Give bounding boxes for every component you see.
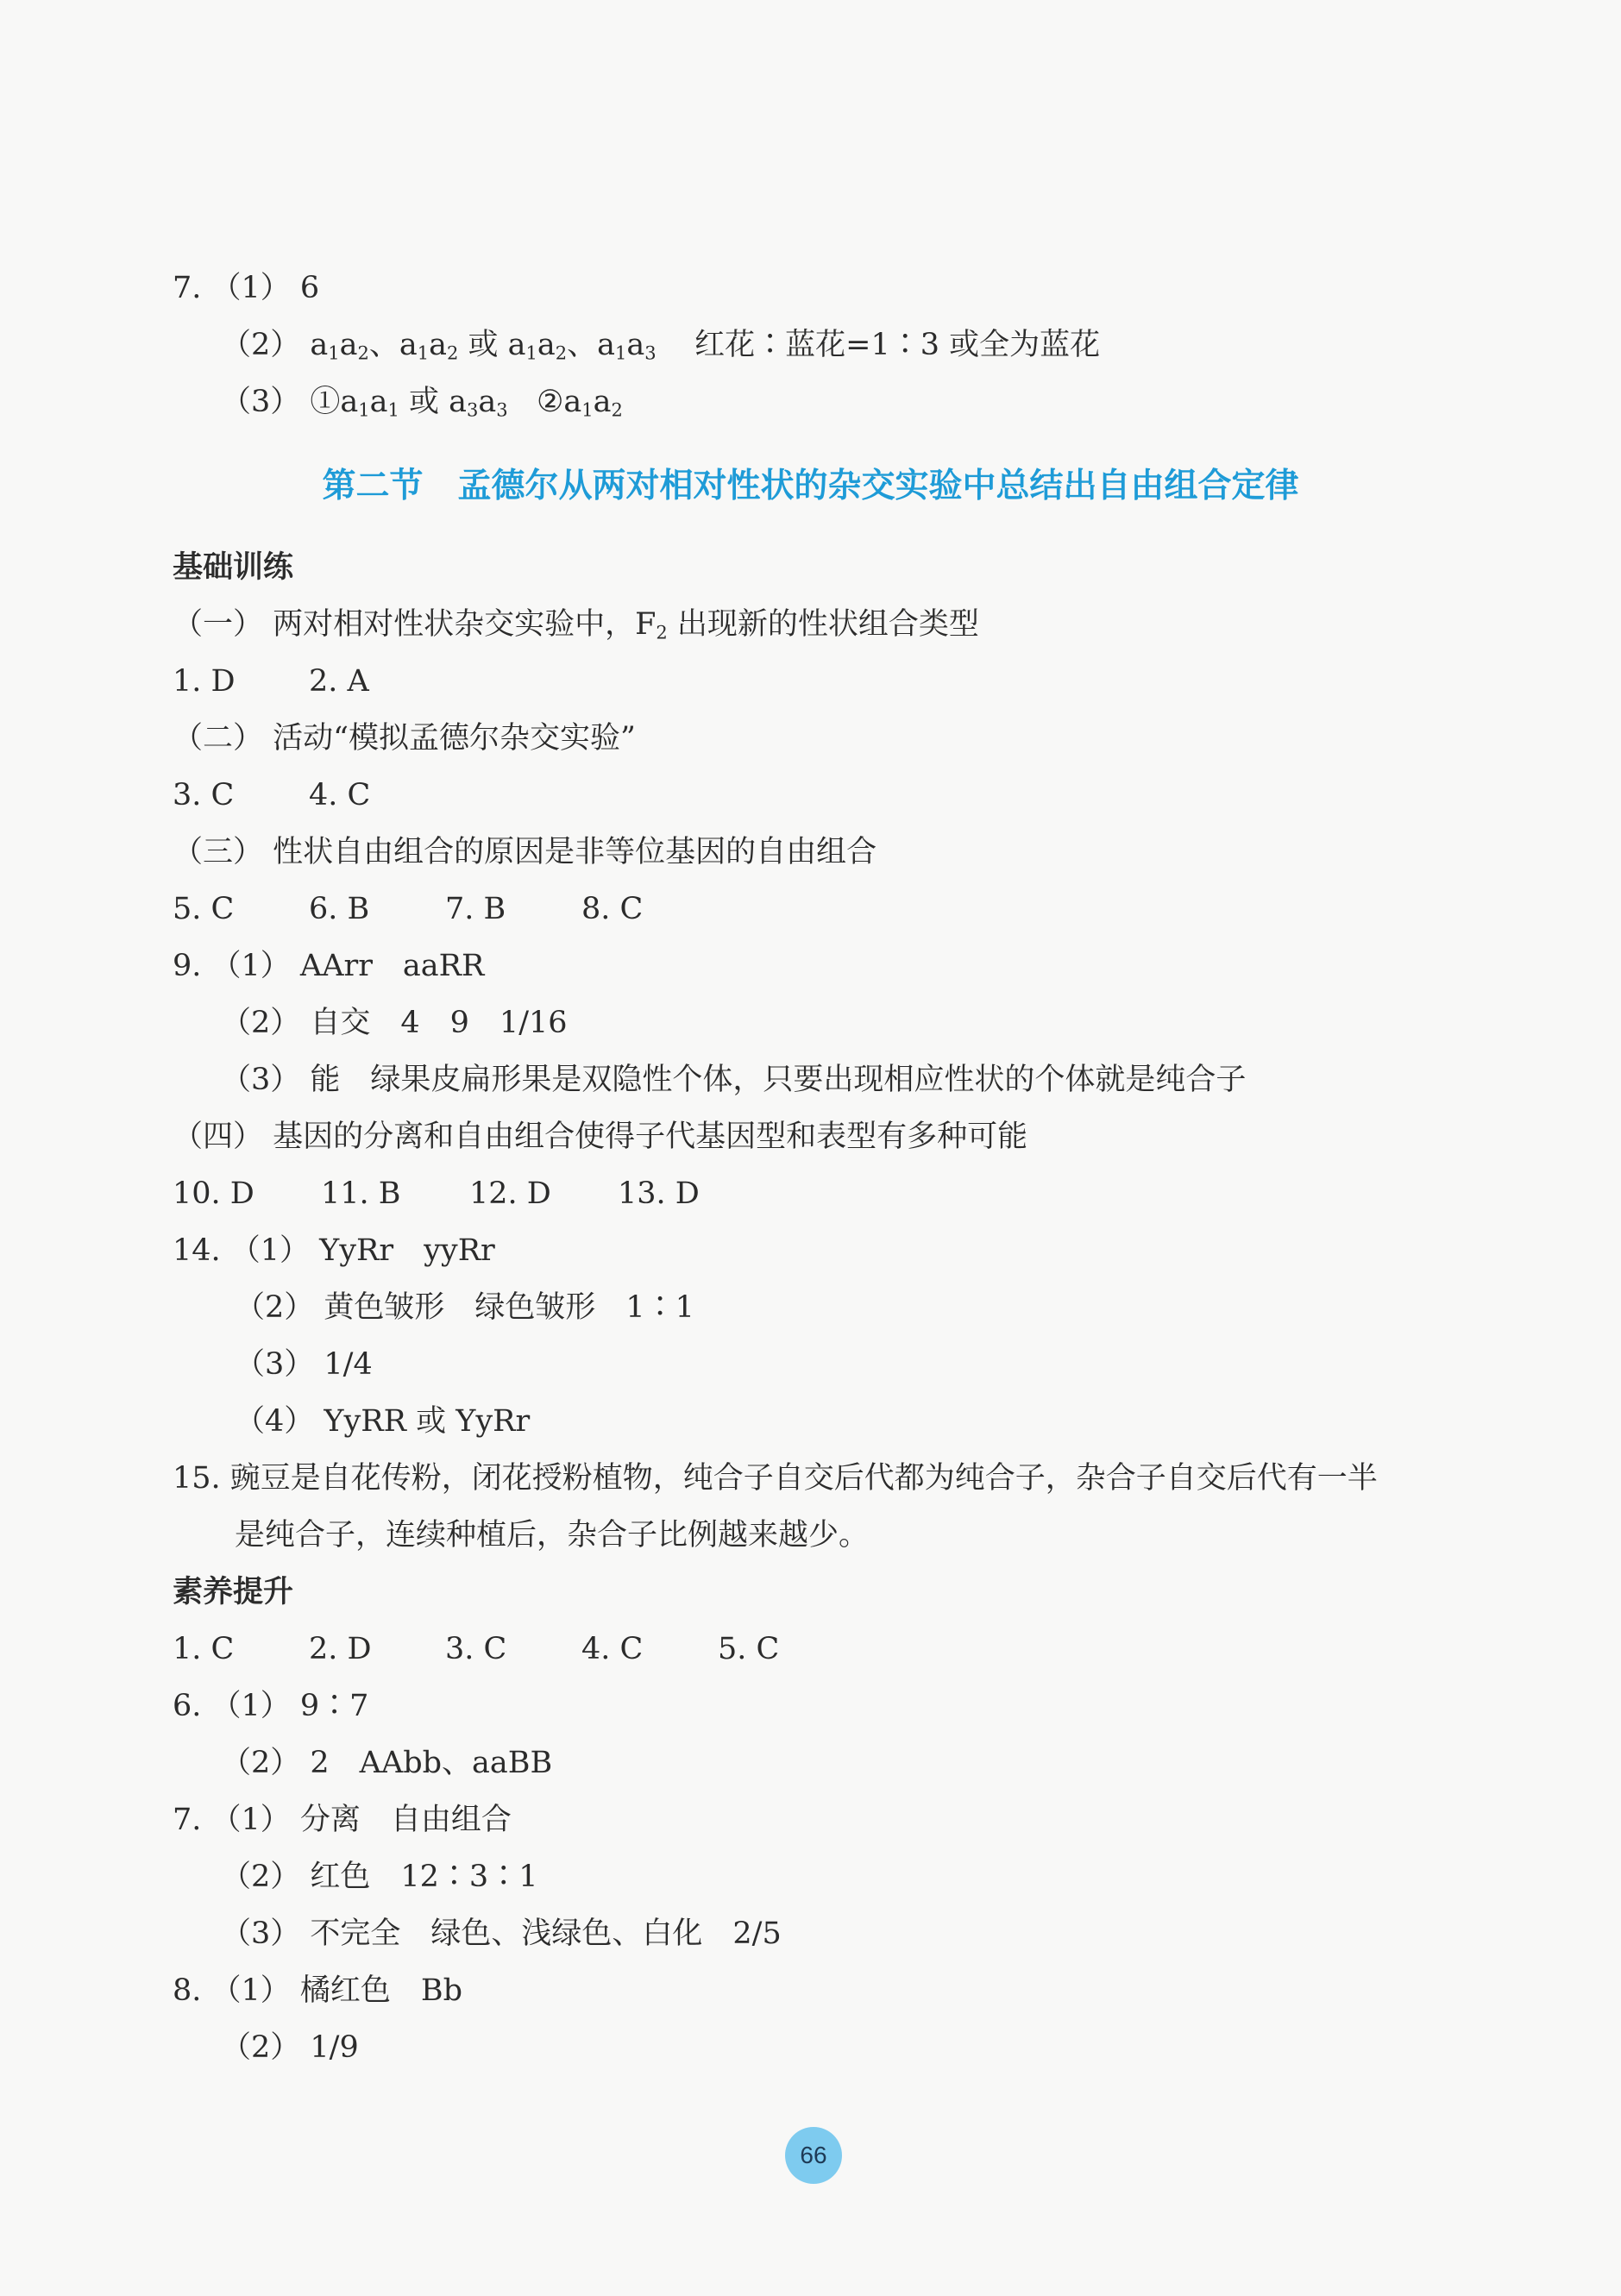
adv-q6-part2: （2） 2 AAbb、aaBB [221,1746,553,1780]
adv-q7-part2: （2） 红色 12∶3∶1 [221,1860,538,1894]
answer-item: 10. D [173,1176,254,1211]
page-number-badge: 66 [785,2127,842,2184]
part2-answers [173,776,370,814]
part1-answers [173,662,369,700]
answer-item: 3. C [173,778,235,812]
q15-line1: 15. 豌豆是自花传粉，闭花授粉植物，纯合子自交后代都为纯合子，杂合子自交后代有一半 [173,1461,1378,1496]
q9-part3: （3） 能 绿果皮扁形果是双隐性个体，只要出现相应性状的个体就是纯合子 [221,1063,1247,1097]
q7-part1: 7. （1） 6 [173,271,320,305]
adv-q7-part3: （3） 不完全 绿色、浅绿色、白化 2/5 [221,1916,782,1951]
answer-item: 5. C [173,892,235,926]
q9-part2: （2） 自交 4 9 1/16 [221,1006,568,1040]
q14-part3: （3） 1/4 [235,1347,373,1382]
answer-item: 1. C [173,1632,235,1666]
adv-q8-part2: （2） 1/9 [221,2030,359,2065]
q14-part1: 14. （1） YyRr yyRr [173,1233,495,1268]
part3-heading: （三） 性状自由组合的原因是非等位基因的自由组合 [173,835,877,869]
answer-item: 13. D [618,1176,700,1211]
basic-training-heading: 基础训练 [173,550,294,585]
part4-answers [173,1175,700,1213]
advanced-answers [173,1630,779,1668]
section-number: 第二节 [322,467,424,505]
adv-q6-part1: 6. （1） 9∶7 [173,1689,369,1723]
q14-part4: （4） YyRR 或 YyRr [235,1404,531,1439]
answer-item: 2. A [309,664,369,699]
answer-item: 4. C [581,1632,644,1666]
answer-item: 3. C [445,1632,507,1666]
answer-item: 1. D [173,664,236,699]
part2-heading: （二） 活动“模拟孟德尔杂交实验” [173,721,636,756]
adv-q8-part1: 8. （1） 橘红色 Bb [173,1973,463,2008]
adv-q7-part1: 7. （1） 分离 自由组合 [173,1803,512,1837]
part3-answers [173,890,643,928]
answer-item: 6. B [309,892,370,926]
q9-part1: 9. （1） AArr aaRR [173,949,485,983]
q15-line2: 是纯合子，连续种植后，杂合子比例越来越少。 [235,1518,870,1553]
answer-item: 5. C [718,1632,780,1666]
part1-heading: （一） 两对相对性状杂交实验中，$F_2$ 出现新的性状组合类型 [173,607,979,643]
section-title-text: 孟德尔从两对相对性状的杂交实验中总结出自由组合定律 [457,467,1299,505]
q7-part3: （3） $①a_1a_1$ 或 $a_3a_3$ $②a_1a_2$ [221,385,623,421]
answer-item: 7. B [445,892,506,926]
answer-item: 4. C [309,778,371,812]
answer-item: 11. B [321,1176,401,1211]
q7-part2: （2） $a_1a_2$、$a_1a_2$ 或 $a_1a_2$、$a_1a_3$ 红花∶蓝花=1∶3 或全为蓝花 [221,328,1101,364]
part4-heading: （四） 基因的分离和自由组合使得子代基因型和表型有多种可能 [173,1120,1028,1154]
answer-item: 8. C [581,892,644,926]
advanced-heading: 素养提升 [173,1575,294,1609]
answer-item: 2. D [309,1632,372,1666]
q14-part2: （2） 黄色皱形 绿色皱形 1∶1 [235,1290,694,1325]
answer-item: 12. D [469,1176,551,1211]
section-title [0,462,1621,511]
q7-part2-ratio: 红花∶蓝花=1∶3 或全为蓝花 [694,328,1101,362]
